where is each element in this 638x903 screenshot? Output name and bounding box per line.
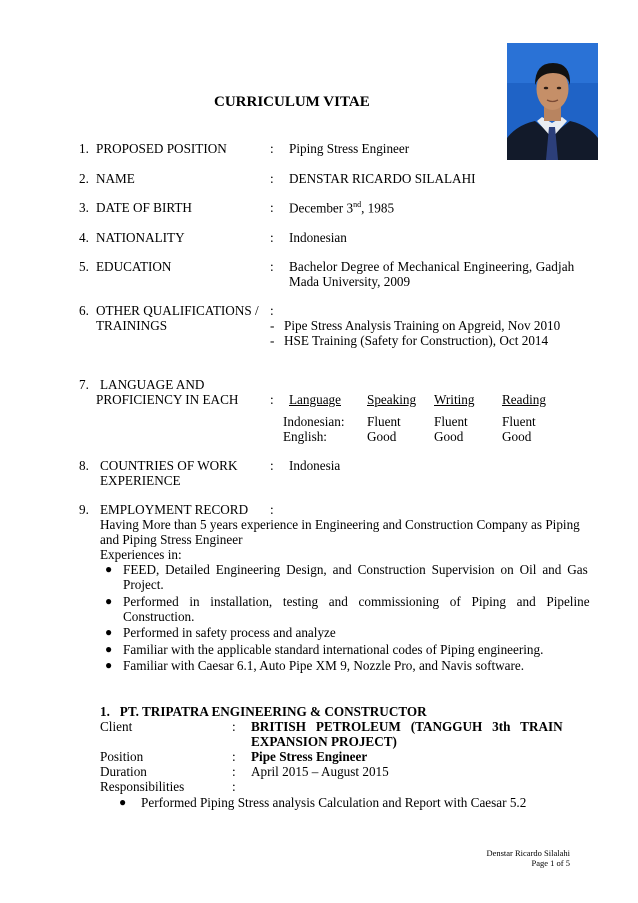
value-nationality: Indonesian bbox=[289, 230, 347, 245]
experience-item: Familiar with Caesar 6.1, Auto Pipe XM 9, Nozzle Pro, and Navis software. bbox=[123, 658, 525, 673]
colon: : bbox=[270, 200, 274, 215]
colon: : bbox=[270, 171, 274, 186]
dob-suffix: nd bbox=[353, 200, 362, 209]
lang-cell: Indonesian: bbox=[283, 414, 345, 429]
colon: : bbox=[270, 259, 274, 274]
experience-item: Performed in safety process and analyze bbox=[123, 625, 336, 640]
company-heading: 1. PT. TRIPATRA ENGINEERING & CONSTRUCTOR bbox=[100, 704, 427, 719]
experience-item-cont: Project. bbox=[123, 577, 164, 592]
value-education-line1: Bachelor Degree of Mechanical Engineering, Gadjah bbox=[289, 259, 575, 274]
experience-item: Performed in installation, testing and commissioning of Piping and Pipeline bbox=[123, 594, 590, 609]
page-title: CURRICULUM VITAE bbox=[214, 94, 370, 110]
colon: : bbox=[270, 303, 274, 318]
colon: : bbox=[270, 458, 274, 473]
item-number: 9. bbox=[79, 502, 89, 517]
label-nationality: NATIONALITY bbox=[96, 230, 185, 245]
value-proposed-position: Piping Stress Engineer bbox=[289, 141, 410, 156]
value-countries: Indonesia bbox=[289, 458, 341, 473]
colon: : bbox=[270, 230, 274, 245]
lang-cell: English: bbox=[283, 429, 327, 444]
item-number: 5. bbox=[79, 259, 89, 274]
colon: : bbox=[232, 719, 236, 734]
value-education-line2: Mada University, 2009 bbox=[289, 274, 411, 289]
colon: : bbox=[232, 749, 236, 764]
colon: : bbox=[270, 141, 274, 156]
label-experience: EXPERIENCE bbox=[100, 473, 181, 488]
colon: : bbox=[270, 502, 274, 517]
experiences-title: Experiences in: bbox=[100, 547, 182, 562]
label-countries: COUNTRIES OF WORK bbox=[100, 458, 238, 473]
training-2: HSE Training (Safety for Construction), Oct 2014 bbox=[284, 333, 549, 348]
dob-year: , 1985 bbox=[361, 200, 395, 216]
item-number: 7. bbox=[79, 377, 89, 392]
lang-header-language: Language bbox=[289, 392, 341, 407]
colon: : bbox=[232, 764, 236, 779]
client-value-line2: EXPANSION PROJECT) bbox=[251, 734, 397, 749]
bullet-icon: ● bbox=[105, 642, 113, 656]
colon: : bbox=[270, 392, 274, 407]
experience-item: Familiar with the applicable standard international codes of Piping engineering. bbox=[123, 642, 544, 657]
employment-intro-line2: and Piping Stress Engineer bbox=[100, 532, 243, 547]
colon: : bbox=[232, 779, 236, 794]
label-employment-record: EMPLOYMENT RECORD bbox=[100, 502, 249, 517]
lang-header-speaking: Speaking bbox=[367, 392, 417, 407]
experience-item-cont: Construction. bbox=[123, 609, 195, 624]
responsibility-item: Performed Piping Stress analysis Calculation and Report with Caesar 5.2 bbox=[141, 795, 527, 810]
label-language: LANGUAGE AND bbox=[100, 377, 205, 392]
position-label: Position bbox=[100, 749, 144, 764]
experience-item: FEED, Detailed Engineering Design, and Construction Supervision on Oil and Gas bbox=[123, 562, 588, 577]
value-name: DENSTAR RICARDO SILALAHI bbox=[289, 171, 476, 186]
item-number: 8. bbox=[79, 458, 89, 473]
footer-name: Denstar Ricardo Silalahi bbox=[486, 848, 570, 858]
label-name: NAME bbox=[96, 171, 135, 186]
lang-cell: Good bbox=[434, 429, 464, 444]
label-proficiency: PROFICIENCY IN EACH bbox=[96, 392, 239, 407]
position-value: Pipe Stress Engineer bbox=[251, 749, 368, 764]
duration-value: April 2015 – August 2015 bbox=[251, 764, 389, 779]
bullet-icon: ● bbox=[119, 795, 127, 809]
item-number: 2. bbox=[79, 171, 89, 186]
employment-intro-line1: Having More than 5 years experience in Engineering and Construction Company as Piping bbox=[100, 517, 580, 532]
lang-cell: Fluent bbox=[502, 414, 536, 429]
item-number: 4. bbox=[79, 230, 89, 245]
bullet-icon: ● bbox=[105, 562, 113, 576]
item-number: 3. bbox=[79, 200, 89, 215]
training-1: Pipe Stress Analysis Training on Apgreid, Nov 2010 bbox=[284, 318, 561, 333]
bullet-icon: ● bbox=[105, 625, 113, 639]
lang-cell: Good bbox=[502, 429, 532, 444]
profile-photo bbox=[507, 43, 598, 160]
client-label: Client bbox=[100, 719, 133, 734]
bullet-icon: ● bbox=[105, 658, 113, 672]
lang-cell: Fluent bbox=[434, 414, 468, 429]
client-value-line1: BRITISH PETROLEUM (TANGGUH 3th TRAIN bbox=[251, 719, 563, 734]
value-date-of-birth bbox=[289, 200, 394, 216]
label-education: EDUCATION bbox=[96, 259, 172, 274]
lang-cell: Fluent bbox=[367, 414, 401, 429]
label-date-of-birth: DATE OF BIRTH bbox=[96, 200, 192, 215]
label-other-qualifications: OTHER QUALIFICATIONS / bbox=[96, 303, 259, 318]
dob-month-day: December 3 bbox=[289, 200, 354, 216]
footer-page-number: Page 1 of 5 bbox=[531, 858, 570, 868]
lang-header-reading: Reading bbox=[502, 392, 546, 407]
bullet-icon: ● bbox=[105, 594, 113, 608]
dash: - bbox=[270, 318, 275, 333]
lang-cell: Good bbox=[367, 429, 397, 444]
lang-header-writing: Writing bbox=[434, 392, 475, 407]
item-number: 6. bbox=[79, 303, 89, 318]
item-number: 1. bbox=[79, 141, 89, 156]
responsibilities-label: Responsibilities bbox=[100, 779, 185, 794]
duration-label: Duration bbox=[100, 764, 147, 779]
label-trainings: TRAININGS bbox=[96, 318, 168, 333]
label-proposed-position: PROPOSED POSITION bbox=[96, 141, 227, 156]
dash: - bbox=[270, 333, 275, 348]
